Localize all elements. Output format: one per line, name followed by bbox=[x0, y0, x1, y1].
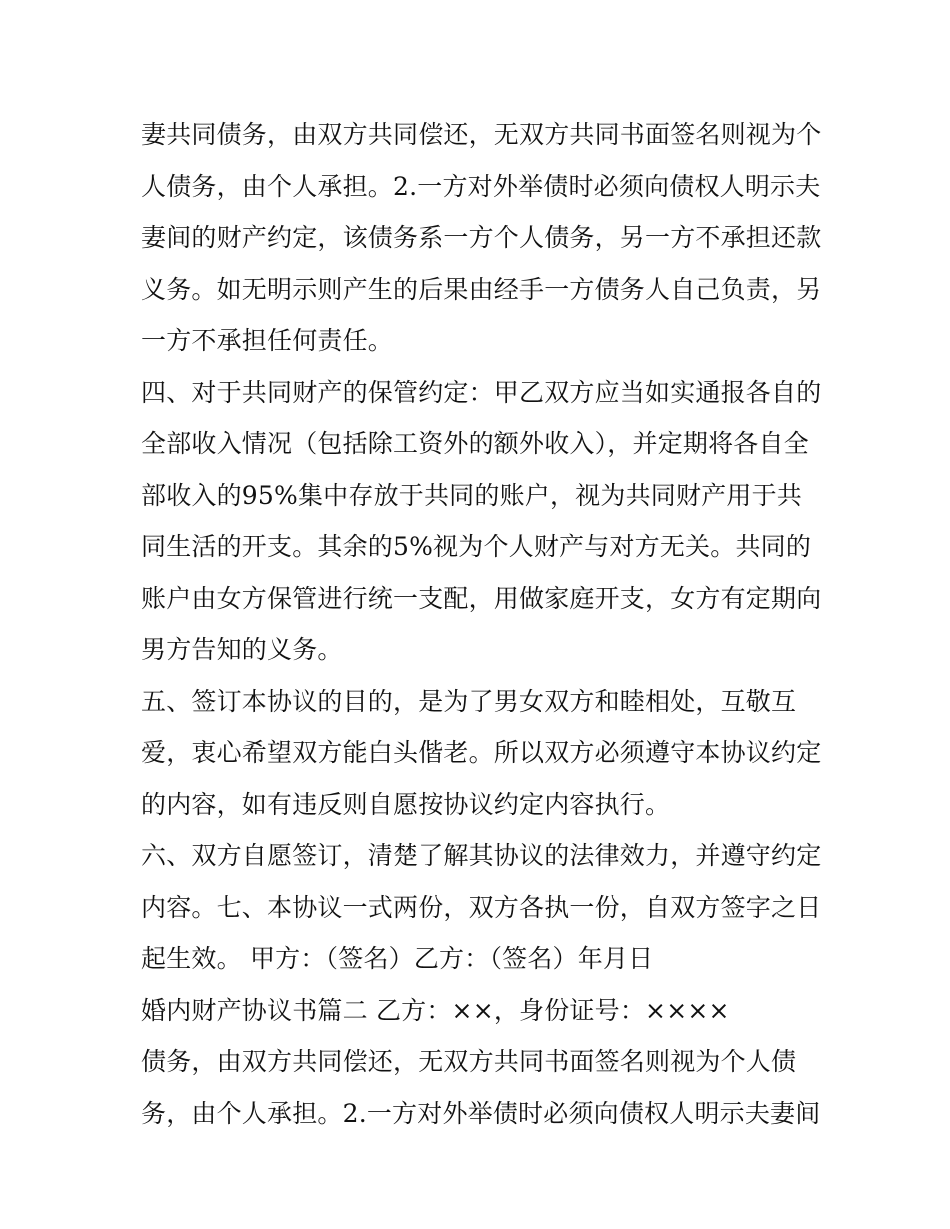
text-line: 务，由个人承担。2.一方对外举债时必须向债权人明示夫妻间 bbox=[141, 1098, 821, 1128]
text-line: 男方告知的义务。 bbox=[141, 635, 343, 664]
text-line: 妻间的财产约定，该债务系一方个人债务，另一方不承担还款 bbox=[141, 223, 822, 252]
text-line: 人债务，由个人承担。2.一方对外举债时必须向债权人明示夫 bbox=[141, 171, 821, 201]
text-line: 内容。七、本协议一式两份，双方各执一份，自双方签字之日 bbox=[141, 892, 822, 922]
text-line: 五、签订本协议的目的，是为了男女双方和睦相处，互敬互 bbox=[141, 686, 797, 716]
text-line: 婚内财产协议书篇二 乙方：××，身份证号：×××× bbox=[141, 995, 730, 1025]
text-line: 妻共同债务，由双方共同偿还，无双方共同书面签名则视为个 bbox=[141, 120, 822, 149]
text-line: 六、双方自愿签订，清楚了解其协议的法律效力，并遵守约定 bbox=[141, 841, 822, 870]
text-line: 一方不承担任何责任。 bbox=[141, 326, 394, 355]
text-line: 同生活的开支。其余的5%视为个人财产与对方无关。共同的 bbox=[141, 532, 812, 561]
text-line: 起生效。 甲方：（签名）乙方：（签名）年月日 bbox=[141, 944, 654, 973]
text-line: 全部收入情况（包括除工资外的额外收入），并定期将各自全 bbox=[141, 429, 809, 458]
document-body bbox=[141, 109, 821, 1139]
text-line: 账户由女方保管进行统一支配，用做家庭开支，女方有定期向 bbox=[141, 583, 822, 613]
text-line: 义务。如无明示则产生的后果由经手一方债务人自己负责，另 bbox=[141, 274, 822, 304]
text-line: 的内容，如有违反则自愿按协议约定内容执行。 bbox=[141, 789, 671, 819]
text-line: 部收入的95%集中存放于共同的账户，视为共同财产用于共 bbox=[141, 480, 802, 510]
text-line: 四、对于共同财产的保管约定：甲乙双方应当如实通报各自的 bbox=[141, 377, 822, 407]
text-line: 债务，由双方共同偿还，无双方共同书面签名则视为个人债 bbox=[141, 1047, 797, 1076]
text-line: 爱，衷心希望双方能白头偕老。所以双方必须遵守本协议约定 bbox=[141, 738, 822, 767]
